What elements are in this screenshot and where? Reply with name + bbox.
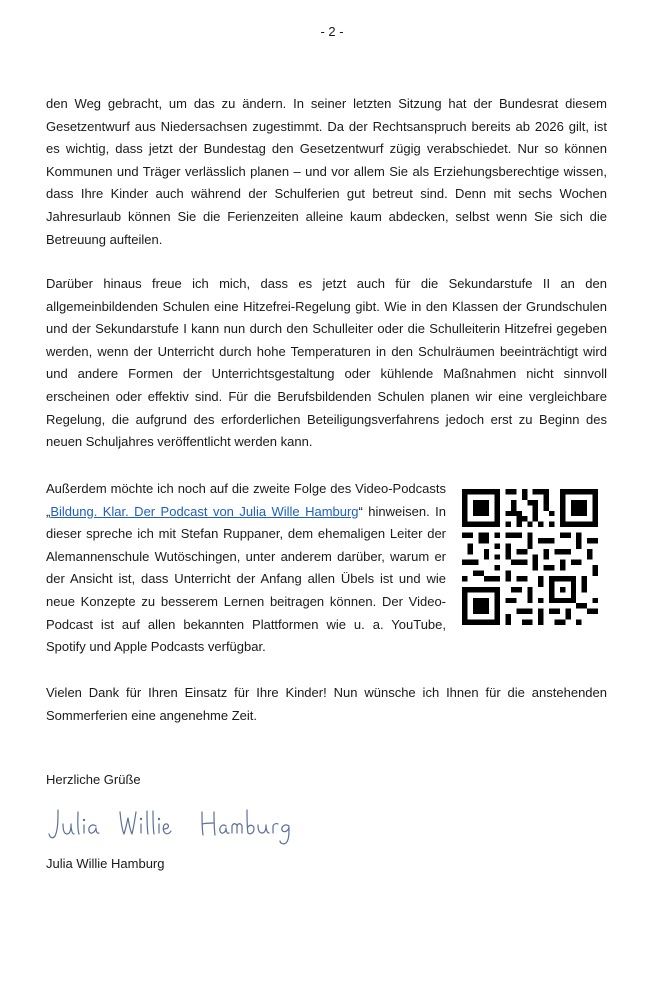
page-number: - 2 - [320,24,344,39]
paragraph-kinderbetreuung: den Weg gebracht, um das zu ändern. In seiner letzten Sitzung hat der Bundesrat diesem Gesetzentwurf aus Niedersachsen zugestimmt. Da der Rechtsanspruch bereits ab 2026 gilt, ist es wichtig, dass jetzt der Bundestag den Gesetzentwurf zügig verabschiedet. Nur so können Kommunen und Träger verlässlich planen – und vor allem Sie als Erziehungsberechtige wissen, dass Ihre Kinder auch während der Schulferien gut betreut sind. Denn mit sechs Wochen Jahresurlaub können Sie die Ferienzeiten alleine kaum abdecken, selbst wenn Sie sich die Betreuung aufteilen. [46,96,607,247]
signatory-name: Julia Willie Hamburg [46,856,165,871]
paragraph-hitzefrei: Darüber hinaus freue ich mich, dass es jetzt auch für die Sekundarstufe II an den allgemeinbildenden Schulen eine Hitzefrei-Regelung gibt. Wie in den Klassen der Grundschulen und der Sekundarstufe I kann nun durch den Schulleiter oder die Schulleiterin Hitzefrei gegeben werden, wenn der Unterricht durch hohe Temperaturen in den Schulräumen beeinträchtigt wird und andere Formen der Unterrichtsgestaltung oder kühlende Maßnahmen nicht sinnvoll erscheinen oder effektiv sind. Für die Berufsbildenden Schulen planen wir eine vergleichbare Regelung, die aufgrund des erforderlichen Beteiligungsverfahrens jedoch erst zu Beginn des neuen Schuljahres veröffentlicht werden kann. [46,276,607,450]
qr-code-icon[interactable] [462,489,598,625]
paragraph-podcast [46,478,446,659]
paragraph-podcast-rest: “ hinweisen. In dieser spreche ich mit Stefan Ruppaner, dem ehemaligen Leiter der Alemannenschule Wutöschingen, unter anderem darüber, warum er der Ansicht ist, dass Unterricht der Anfang allen Übels ist und wie neue Konzepte zu besserem Lernen beitragen können. Der Video-Podcast ist auf allen bekannten Plattformen wie u. a. YouTube, Spotify und Apple Podcasts verfügbar. [46,503,446,655]
greeting: Herzliche Grüße [46,772,141,787]
podcast-link[interactable]: Bildung. Klar. Der Podcast von Julia Wille Hamburg [50,503,359,519]
signature-icon [44,798,294,848]
paragraph-podcast-intro: Außerdem möchte ich noch auf die zweite Folge des Video-Podcasts „ [46,481,446,519]
paragraph-closing: Vielen Dank für Ihren Einsatz für Ihre Kinder! Nun wünsche ich Ihnen für die anstehenden Sommerferien eine angenehme Zeit. [46,685,607,723]
